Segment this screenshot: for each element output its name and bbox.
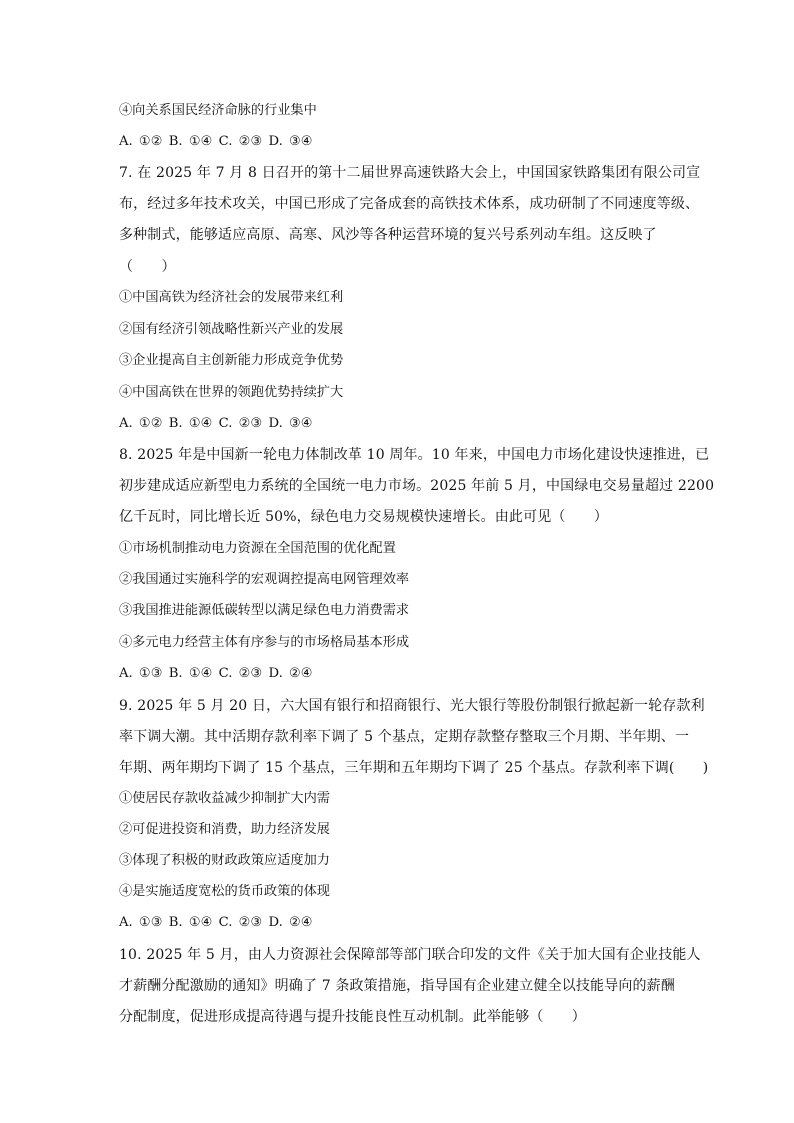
q8-stem-line-2: 初步建成适应新型电力系统的全国统一电力市场。2025 年前 5 月，中国绿电交易量超过 2200 bbox=[119, 478, 715, 494]
q9-stem-line-1: 9. 2025 年 5 月 20 日，六大国有银行和招商银行、光大银行等股份制银行掀起新一轮存款利 bbox=[119, 698, 705, 714]
q6-answer-choices: A. ①② B. ①④ C. ②③ D. ③④ bbox=[119, 134, 313, 149]
q7-option-3: ③企业提高自主创新能力形成竞争优势 bbox=[119, 353, 344, 368]
q9-option-4: ④是实施适度宽松的货币政策的体现 bbox=[119, 884, 330, 899]
q9-answer-choices: A. ①③ B. ①④ C. ②③ D. ②④ bbox=[119, 915, 313, 930]
q7-answer-bracket: （ ） bbox=[119, 259, 176, 275]
q9-option-1: ①使居民存款收益减少抑制扩大内需 bbox=[119, 791, 330, 806]
q6-option-4: ④向关系国民经济命脉的行业集中 bbox=[119, 103, 317, 118]
q9-option-2: ②可促进投资和消费，助力经济发展 bbox=[119, 822, 330, 837]
q7-option-2: ②国有经济引领战略性新兴产业的发展 bbox=[119, 322, 344, 337]
q7-stem-line-3: 多种制式，能够适应高原、高寒、风沙等各种运营环境的复兴号系列动车组。这反映了 bbox=[119, 227, 657, 243]
q7-option-1: ①中国高铁为经济社会的发展带来红利 bbox=[119, 290, 344, 305]
q7-option-4: ④中国高铁在世界的领跑优势持续扩大 bbox=[119, 385, 344, 400]
q9-stem-line-3: 年期、两年期均下调了 15 个基点，三年期和五年期均下调了 25 个基点。存款利率下调( ) bbox=[119, 760, 709, 776]
q10-stem-line-1: 10. 2025 年 5 月，由人力资源社会保障部等部门联合印发的文件《关于加大国有企业技能人 bbox=[119, 947, 701, 963]
q7-stem-line-1: 7. 在 2025 年 7 月 8 日召开的第十二届世界高速铁路大会上，中国国家铁路集团有限公司宣 bbox=[119, 165, 701, 181]
q8-option-2: ②我国通过实施科学的宏观调控提高电网管理效率 bbox=[119, 572, 410, 587]
q8-answer-choices: A. ①③ B. ①④ C. ②③ D. ②④ bbox=[119, 666, 313, 681]
q10-stem-line-3: 分配制度，促进形成提高待遇与提升技能良性互动机制。此举能够（ ） bbox=[119, 1009, 586, 1025]
q8-stem-line-1: 8. 2025 年是中国新一轮电力体制改革 10 周年。10 年来，中国电力市场化建设快速推进，已 bbox=[119, 447, 710, 463]
q9-stem-line-2: 率下调大潮。其中活期存款利率下调了 5 个基点，定期存款整存整取三个月期、半年期、一 bbox=[119, 729, 690, 745]
q8-option-4: ④多元电力经营主体有序参与的市场格局基本形成 bbox=[119, 635, 410, 650]
q8-stem-line-3: 亿千瓦时，同比增长近 50%，绿色电力交易规模快速增长。由此可见（ ） bbox=[119, 509, 608, 525]
q7-stem-line-2: 布，经过多年技术攻关，中国已形成了完备成套的高铁技术体系，成功研制了不同速度等级、 bbox=[119, 196, 700, 212]
q10-stem-line-2: 才薪酬分配激励的通知》明确了 7 条政策措施，指导国有企业建立健全以技能导向的薪酬 bbox=[119, 978, 675, 994]
q8-option-3: ③我国推进能源低碳转型以满足绿色电力消费需求 bbox=[119, 603, 410, 618]
q8-option-1: ①市场机制推动电力资源在全国范围的优化配置 bbox=[119, 541, 396, 556]
q7-answer-choices: A. ①② B. ①④ C. ②③ D. ③④ bbox=[119, 416, 313, 431]
q9-option-3: ③体现了积极的财政政策应适度加力 bbox=[119, 853, 330, 868]
